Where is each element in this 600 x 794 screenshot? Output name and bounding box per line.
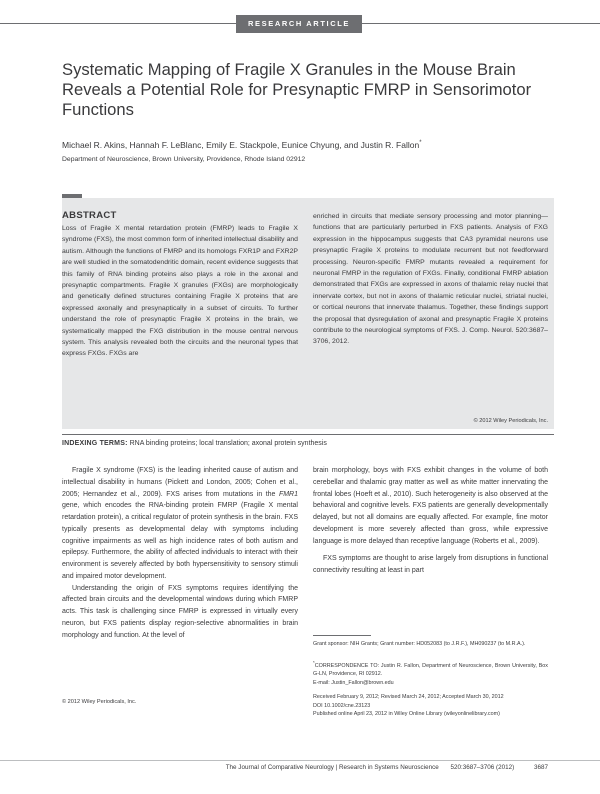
running-footer [0, 764, 548, 771]
indexing-terms-label: INDEXING TERMS: [62, 440, 128, 447]
banner-rule-left [0, 23, 236, 24]
body-paragraph [62, 465, 298, 583]
affiliation: Department of Neuroscience, Brown University, Providence, Rhode Island 02912 [62, 156, 306, 163]
abstract-left-column: Loss of Fragile X mental retardation protein (FMRP) leads to Fragile X syndrome (FXS), the most common form of inherited intellectual disability and autism. Although the functions of FMRP and its homologs FXR1P and FXR2P are well studied in the somatodendritic domain, recent evidence suggests that this family of RNA binding proteins also plays a role in the axonal and presynaptic compartments. Fragile X granules (FXGs) are morphologically and genetically defined structures containing Fragile X proteins that are expressed axonally and presynaptically in a subset of circuits. To further understand the role of presynaptic Fragile X proteins in the brain, we systematically mapped the FXG distribution in the mouse central nervous system. This analysis revealed both the circuits and the neuronal types that express FXGs. FXGs are [62, 225, 298, 358]
footnote-rule [313, 635, 371, 636]
body-text-span: gene, which encodes the RNA-binding protein FMRP (Fragile X mental retardation protein), a critical regulator of protein synthesis in the brain. FXS typically presents as developmental delay with symptoms including cognitive impairments as well as high incidence rates of both autism and epilepsy. Furthermore, the ability of affected individuals to interact with their environment is severely affected by both hypersensitivity to sensory stimuli and impaired motor development. [62, 502, 298, 580]
gene-name: FMR1 [278, 490, 298, 498]
grant-footnote: Grant sponsor: NIH Grants; Grant number: HD052083 (to J.R.F.), MH090237 (to M.R.A.). [313, 641, 526, 647]
journal-name: The Journal of Comparative Neurology [225, 764, 334, 771]
body-paragraph: brain morphology, boys with FXS exhibit changes in the volume of both cerebellar and thalamic gray matter as well as white matter innervating the frontal lobes (Hoeft et al., 2010). Such heterogeneity is also observed at the behavioral and cognitive levels. FXS patients are generally developmentally delayed, but not all domains are equally affected. For example, fine motor development is more severely affected than gross, while expressive language is more delayed than receptive language (Roberts et al., 2009). [313, 467, 548, 545]
abstract-right-column: enriched in circuits that mediate sensory processing and motor planning—functions that are particularly perturbed in FXS patients. Analysis of FXG expression in the hippocampus suggests that CA3 pyramidal neurons use presynaptic Fragile X proteins to modulate recurrent but not feedforward processing. Neuron-specific FMRP mutants revealed a requirement for neuronal FMRP in the regulation of FXGs. Finally, conditional FMRP ablation demonstrated that FXGs are expressed in axons of thalamic relay nuclei that innervate cortex, but not in axons of thalamic reticular nuclei, striatal nuclei, or cortical neurons that innervate thalamus. Together, these findings support the proposal that dysregulation of axonal and presynaptic Fragile X proteins contribute to the neurological symptoms of FXS. J. Comp. Neurol. 520:3687–3706, 2012. [313, 213, 548, 346]
body-paragraph: FXS symptoms are thought to arise largely from disruptions in functional connectivity resulting at least in part [313, 555, 548, 574]
published-online: Published online April 23, 2012 in Wiley Online Library (wileyonlinelibrary.com) [313, 711, 500, 718]
article-type-label: RESEARCH ARTICLE [236, 15, 362, 33]
authors-text: Michael R. Akins, Hannah F. LeBlanc, Emily E. Stackpole, Eunice Chyung, and Justin R. Fallon [62, 140, 420, 150]
journal-section: Research in Systems Neuroscience [339, 764, 439, 771]
correspondence-text: CORRESPONDENCE TO: Justin R. Fallon, Department of Neuroscience, Brown University, Box G-LN, Providence, RI 02912. [313, 662, 548, 678]
citation: 520:3687–3706 (2012) [450, 764, 515, 771]
corresponding-author-mark: * [419, 140, 422, 147]
received-dates: Received February 9, 2012; Revised March 24, 2012; Accepted March 30, 2012 [313, 694, 504, 700]
body-right-column [313, 465, 548, 577]
email-line[interactable]: E-mail: Justin_Fallon@brown.edu [313, 679, 394, 686]
author-list [62, 140, 532, 150]
footer-divider [0, 760, 600, 761]
indexing-divider [62, 434, 554, 435]
body-text-span: Fragile X syndrome (FXS) is the leading inherited cause of autism and intellectual disability in humans (Pickett and London, 2005; Cohen et al., 2005; Hernandez et al., 2009). FXS arises from mutations in the [62, 467, 298, 498]
page-copyright: © 2012 Wiley Periodicals, Inc. [62, 699, 137, 705]
indexing-terms-text: RNA binding proteins; local translation; axonal protein synthesis [129, 440, 327, 447]
indexing-terms [62, 440, 554, 447]
body-left-column [62, 465, 298, 641]
doi[interactable]: DOI 10.1002/cne.23123 [313, 702, 371, 709]
correspondence-footnote [313, 659, 548, 688]
banner-rule-right [362, 23, 600, 24]
body-paragraph: Understanding the origin of FXS symptoms requires identifying the affected brain circuits and the developmental windows during which FMRP acts. This task is challenging since FMRP is expressed in virtually every neuron, but FXS patients display region-selective abnormalities in brain morphology and function. At the level of [62, 584, 298, 639]
corresponding-author-mark: * [313, 660, 315, 665]
correspondence-line [313, 659, 548, 679]
footer-separator: | [335, 764, 338, 771]
article-title: Systematic Mapping of Fragile X Granules in the Mouse Brain Reveals a Potential Role for Presynaptic FMRP in Sensorimotor Functions [62, 60, 532, 119]
abstract-heading: ABSTRACT [62, 210, 117, 221]
abstract-tab [62, 194, 82, 198]
abstract-copyright: © 2012 Wiley Periodicals, Inc. [473, 418, 548, 424]
page-number: 3687 [533, 764, 548, 771]
article-type-banner [0, 14, 600, 34]
publication-dates [313, 693, 548, 719]
